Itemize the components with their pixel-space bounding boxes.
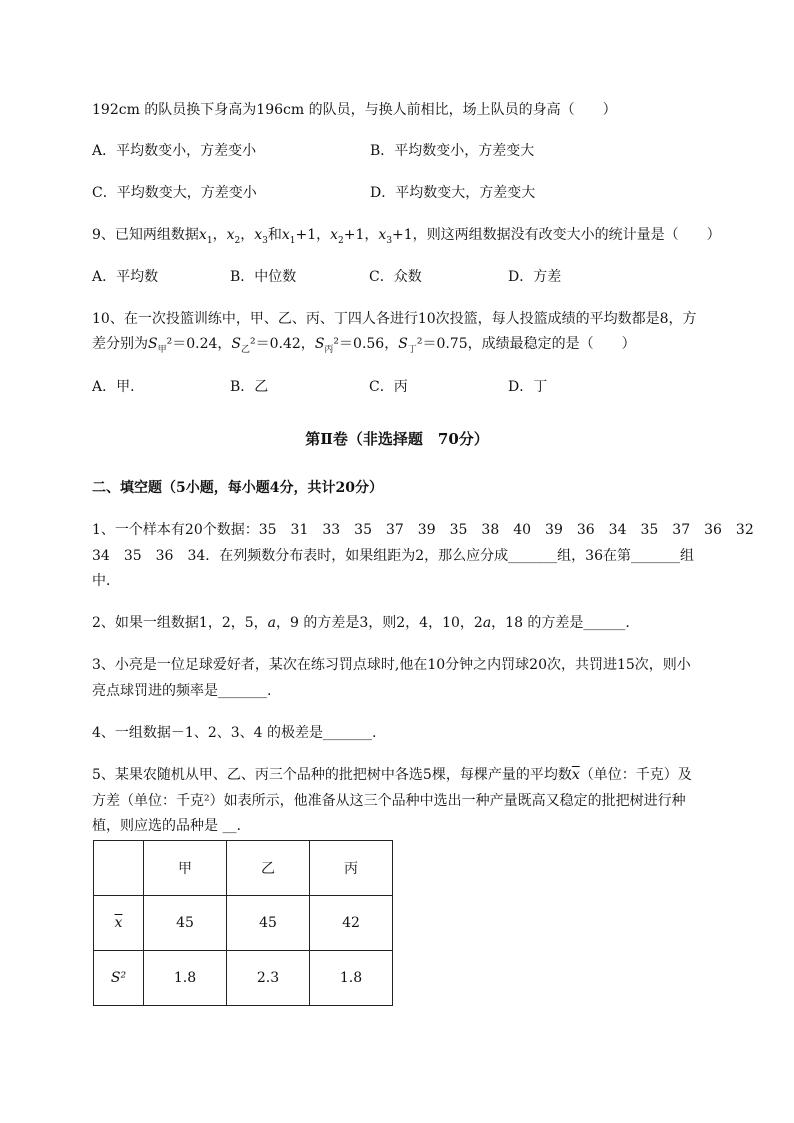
fill-q2: 2、如果一组数据1，2，5，a，9 的方差是3，则2，4，10，2a，18 的方差是______. bbox=[92, 615, 630, 631]
fill-q5-line3: 植，则应选的品种是 __. bbox=[92, 818, 241, 834]
q8-option-d: D．平均数变大，方差变大 bbox=[370, 185, 536, 201]
table-cell: 42 bbox=[310, 896, 393, 951]
q10-stem-line1: 10、在一次投篮训练中，甲、乙、丙、丁四人各进行10次投篮，每人投篮成绩的平均数都是8，方 bbox=[92, 311, 697, 327]
table-header-cell: 甲 bbox=[144, 841, 227, 896]
table-row-label: S² bbox=[94, 951, 144, 1006]
fill-q1-line3: 中． bbox=[92, 573, 120, 589]
q8-option-b: B．平均数变小，方差变大 bbox=[370, 143, 535, 159]
table-cell: 1.8 bbox=[310, 951, 393, 1006]
section-heading: 二、填空题（5小题，每小题4分，共计20分） bbox=[92, 480, 383, 496]
q8-option-a: A．平均数变小，方差变小 bbox=[92, 143, 257, 159]
table-cell: 1.8 bbox=[144, 951, 227, 1006]
table-cell: 45 bbox=[227, 896, 310, 951]
fill-q1-line2: 34 35 36 34．在列频数分布表时，如果组距为2，那么应分成_______组，36在第_______组 bbox=[92, 548, 694, 564]
q8-option-c: C．平均数变大，方差变小 bbox=[92, 185, 257, 201]
q9-option-d: D．方差 bbox=[508, 269, 562, 285]
q10-stem-line2: 差分别为$S_甲^2=0.24$，$S_乙^2=0.42$，$S_丙^2=0.56$，$S_丁^2=0.75$，成绩最稳定的是（ ） bbox=[92, 336, 636, 355]
table-header-cell: 丙 bbox=[310, 841, 393, 896]
fill-q3-line1: 3、小亮是一位足球爱好者，某次在练习罚点球时,他在10分钟之内罚球20次，共罚进15次，则小 bbox=[92, 657, 691, 673]
table-cell: 2.3 bbox=[227, 951, 310, 1006]
q9-stem: 9、已知两组数据$x_1$，$x_2$，$x_3$和$x_1+1$，$x_2+1$，$x_3+1$，则这两组数据没有改变大小的统计量是（ ） bbox=[92, 227, 721, 246]
table-cell: 45 bbox=[144, 896, 227, 951]
table-corner-cell bbox=[94, 841, 144, 896]
q10-option-c: C．丙 bbox=[369, 379, 408, 395]
fill-q5-line2: 方差（单位：千克²）如表所示，他准备从这三个品种中选出一种产量既高又稳定的批把树进行种 bbox=[92, 793, 686, 809]
fill-q1-line1: 1、一个样本有20个数据：35 31 33 35 37 39 35 38 40 39 36 34 35 37 36 32 bbox=[92, 522, 754, 538]
table-row-label: $\overline{x}$ bbox=[94, 896, 144, 951]
table-header-row bbox=[94, 841, 393, 896]
q9-option-c: C．众数 bbox=[369, 269, 422, 285]
fill-q5-line1: 5、某果农随机从甲、乙、丙三个品种的批把树中各选5棵，每棵产量的平均数$\overline{x}$（单位：千克）及 bbox=[92, 767, 692, 783]
q10-option-b: B．乙 bbox=[230, 379, 269, 395]
q10-option-a: A．甲． bbox=[92, 379, 145, 395]
q9-option-a: A．平均数 bbox=[92, 269, 159, 285]
q9-option-b: B．中位数 bbox=[230, 269, 297, 285]
fill-q3-line2: 亮点球罚进的频率是_______. bbox=[92, 683, 272, 699]
table-row-mean bbox=[94, 896, 393, 951]
table-row-variance bbox=[94, 951, 393, 1006]
variety-table bbox=[93, 840, 393, 1006]
fill-q4: 4、一组数据－1、2、3、4 的极差是_______. bbox=[92, 725, 377, 741]
table-header-cell: 乙 bbox=[227, 841, 310, 896]
section-title: 第Ⅱ卷（非选择题 70分） bbox=[305, 430, 489, 448]
q8-stem: 192cm 的队员换下身高为196cm 的队员，与换人前相比，场上队员的身高（ ） bbox=[92, 102, 617, 118]
q10-option-d: D．丁 bbox=[508, 379, 548, 395]
